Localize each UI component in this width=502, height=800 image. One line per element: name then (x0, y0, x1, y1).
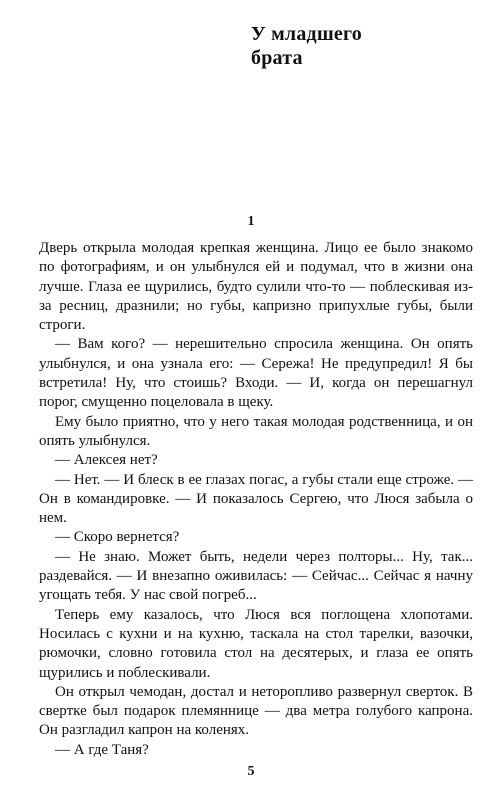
story-text (39, 239, 473, 760)
paragraph: Теперь ему казалось, что Люся вся поглощена хлопотами. Носилась с кухни и на кухню, таскала на стол тарелки, вазочки, рюмочки, словно готовила стол на десятерых, и глаза ее опять щурились и поблескивали. (39, 606, 473, 681)
paragraph: Ему было приятно, что у него такая молодая родственница, и он опять улыбнулся. (39, 413, 473, 449)
chapter-number: 1 (247, 214, 255, 229)
paragraph: — А где Таня? (55, 741, 149, 758)
paragraph: — Нет. — И блеск в ее глазах погас, а губы стали еще строже. — Он в командировке. — И показалось Сергею, что Люся забыла о нем. (39, 471, 473, 527)
paragraph: — Скоро вернется? (55, 529, 180, 546)
story-title (251, 22, 391, 70)
paragraph: — Алексея нет? (55, 452, 158, 469)
page-number: 5 (247, 764, 255, 779)
paragraph: Дверь открыла молодая крепкая женщина. Лицо ее было знакомо по фотографиям, и он улыбнулся ей и подумал, что в жизни она лучше. Глаза ее щурились, будто сулили что-то — поблескивая из-за ресниц, дразнили; но губы, капризно припухлые губы, были строги. (39, 240, 473, 334)
story-title-line-1: У младшего (251, 23, 362, 45)
paragraph: — Не знаю. Может быть, недели через полторы... Ну, так... раздевайся. — И внезапно оживилась: — Сейчас... Сейчас я начну угощать тебя. У нас свой погреб... (39, 548, 473, 604)
paragraph: Он открыл чемодан, достал и неторопливо развернул сверток. В свертке был подарок племяннице — два метра голубого капрона. Он разгладил капрон на коленях. (39, 683, 473, 739)
paragraph: — Вам кого? — нерешительно спросила женщина. Он опять улыбнулся, и она узнала его: — Сережа! Не предупредил! Я бы встретила! Ну, что стоишь? Входи. — И, когда он перешагнул порог, смущенно поцеловала в щеку. (39, 336, 473, 411)
story-title-line-2: брата (251, 47, 303, 69)
